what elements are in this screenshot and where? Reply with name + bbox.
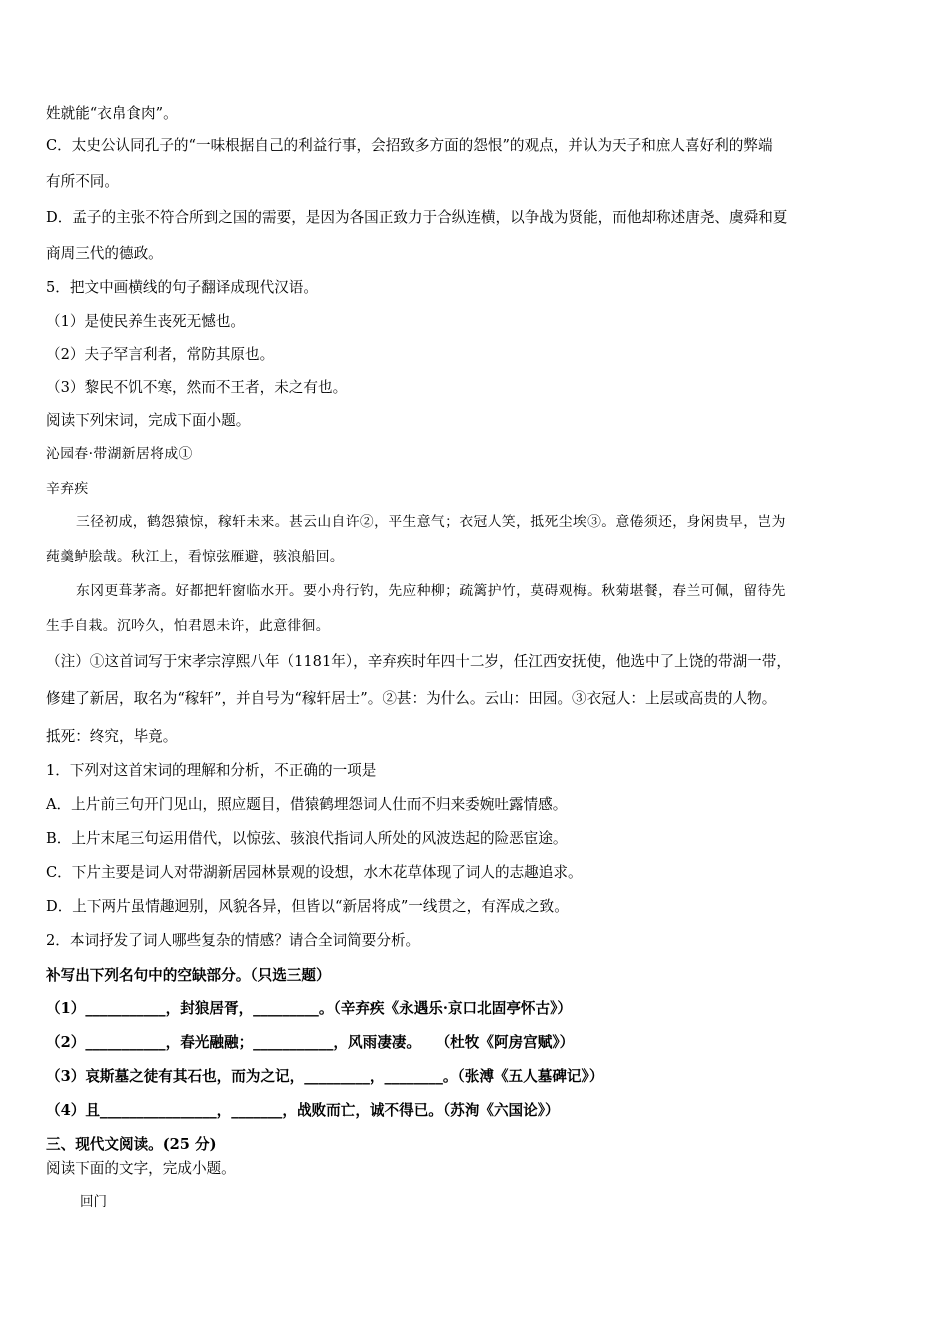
poem-line: 东冈更葺茅斋。好都把轩窗临水开。要小舟行钓，先应种柳；疏篱护竹，莫碍观梅。秋菊堪餐，春兰可佩，留待先 (76, 583, 786, 599)
text-line: 姓就能“衣帛食肉”。 (46, 105, 178, 122)
text-line: 商周三代的德政。 (46, 245, 163, 262)
poem-author: 辛弃疾 (46, 481, 89, 497)
option-d: D．上下两片虽情趣迥别，风貌各异，但皆以“新居将成”一线贯之，有浑成之致。 (46, 898, 569, 915)
note-line: 修建了新居，取名为“稼轩”，并自号为“稼轩居士”。②甚：为什么。云山：田园。③衣冠人：上层或高贵的人物。 (46, 690, 777, 707)
text-line: 有所不同。 (46, 173, 119, 190)
fill-blank-heading: 补写出下列名句中的空缺部分。（只选三题） (46, 967, 331, 984)
fill-blank-2: （2）___________，春光融融；___________，风雨凄凄。 （杜牧《阿房宫赋》） (46, 1034, 575, 1051)
article-title: 回门 (80, 1194, 107, 1210)
option-a: A．上片前三句开门见山，照应题目，借猿鹤埋怨词人仕而不归来委婉吐露情感。 (46, 796, 568, 813)
note-line: （注）①这首词写于宋孝宗淳熙八年（1181年），辛弃疾时年四十二岁，任江西安抚使，他选中了上饶的带湖一带， (46, 653, 791, 670)
poem-line: 生手自栽。沉吟久，怕君恩未许，此意徘徊。 (46, 618, 330, 634)
poem-title: 沁园春·带湖新居将成① (46, 446, 193, 462)
note-line: 抵死：终究，毕竟。 (46, 728, 178, 745)
sub-question-1: （1）是使民养生丧死无憾也。 (46, 313, 246, 330)
poem-line: 莼羹鲈脍哉。秋江上，看惊弦雁避，骇浪船回。 (46, 549, 345, 565)
fill-blank-1: （1）___________，封狼居胥，_________。（辛弃疾《永遇乐·京口北固亭怀古》） (46, 1000, 573, 1017)
option-b: B．上片末尾三句运用借代，以惊弦、骇浪代指词人所处的风波迭起的险恶宦途。 (46, 830, 568, 847)
option-d-line: D．孟子的主张不符合所到之国的需要，是因为各国正致力于合纵连横，以争战为贤能，而他却称述唐尧、虞舜和夏 (46, 209, 788, 226)
sub-question-3: （3）黎民不饥不寒，然而不王者，未之有也。 (46, 379, 348, 396)
question-5: 5．把文中画横线的句子翻译成现代汉语。 (46, 279, 318, 296)
sub-question-2: （2）夫子罕言利者，常防其原也。 (46, 346, 275, 363)
section-3-heading: 三、现代文阅读。(25 分) (46, 1136, 217, 1153)
question-2: 2．本词抒发了词人哪些复杂的情感？请合全词简要分析。 (46, 932, 421, 949)
fill-blank-3: （3）哀斯墓之徒有其石也，而为之记，_________，________。（张溥《五人墓碑记》） (46, 1068, 604, 1085)
option-c: C．下片主要是词人对带湖新居园林景观的设想，水木花草体现了词人的志趣追求。 (46, 864, 583, 881)
option-c-line: C．太史公认同孔子的“一味根据自己的利益行事，会招致多方面的怨恨”的观点，并认为天子和庶人喜好利的弊端 (46, 137, 773, 154)
fill-blank-4: （4）且________________，_______，战败而亡，诚不得已。（苏洵《六国论》） (46, 1102, 560, 1119)
section-instruction: 阅读下面的文字，完成小题。 (46, 1160, 236, 1177)
section-instruction: 阅读下列宋词，完成下面小题。 (46, 412, 251, 429)
poem-line: 三径初成，鹤怨猿惊，稼轩未来。甚云山自许②，平生意气；衣冠人笑，抵死尘埃③。意倦须还，身闲贵早，岂为 (76, 514, 786, 530)
question-1: 1．下列对这首宋词的理解和分析，不正确的一项是 (46, 762, 377, 779)
